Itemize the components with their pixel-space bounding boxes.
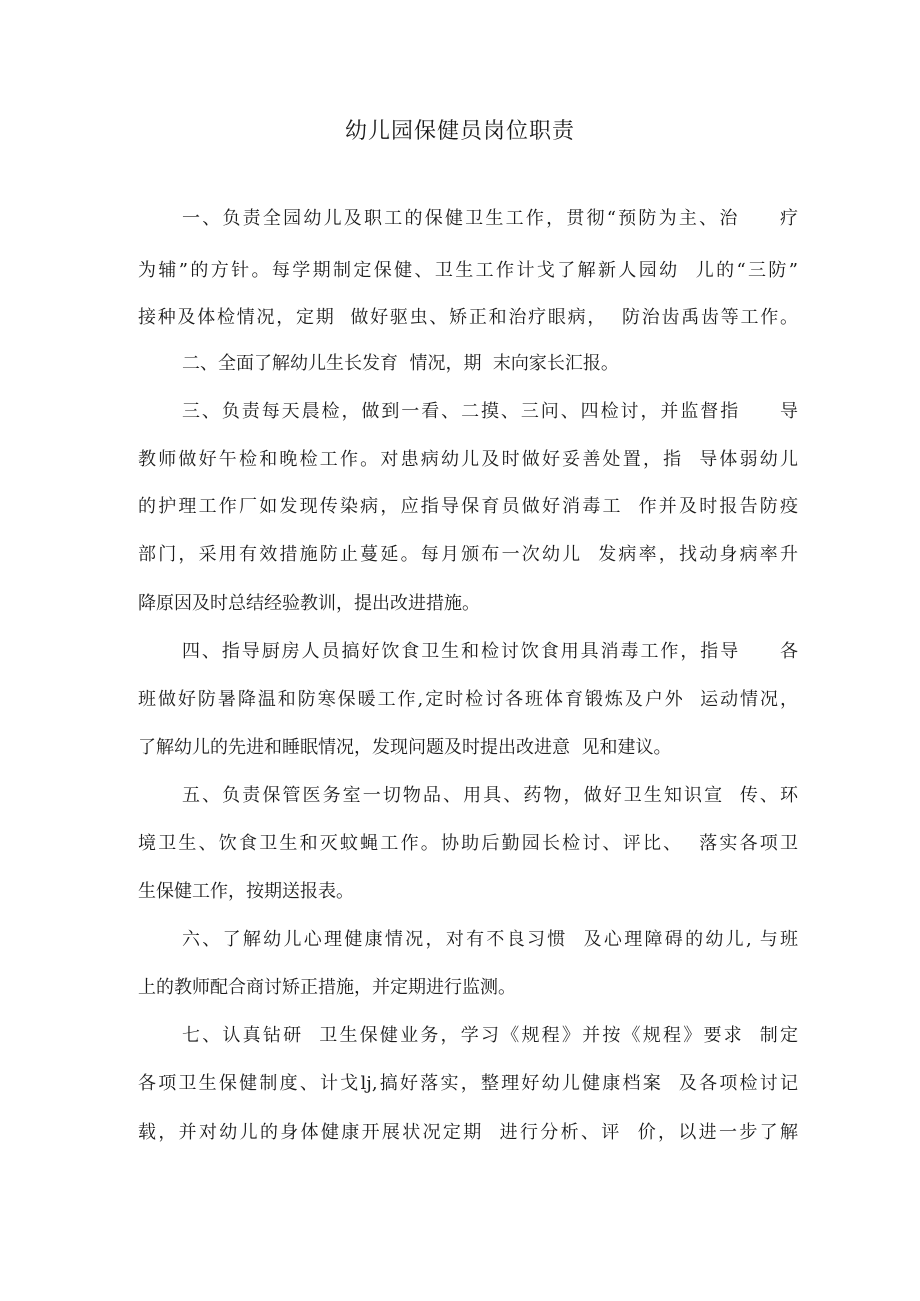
text-line: 的护理工作厂如发现传染病，应指导保育员做好消毒工 作并及时报告防疫: [138, 496, 798, 517]
text-line: 班做好防暑降温和防寒保暖工作,定时检讨各班体育锻炼及户外 运动情况，: [138, 689, 798, 710]
text-line: 五、负责保管医务室一切物品、用具、药物，做好卫生知识宣 传、环: [182, 785, 798, 806]
text-line: 载，并对幼儿的身体健康开展状况定期 进行分析、评 价，以进一步了解: [138, 1122, 798, 1143]
text-line: 三、负责每天晨检，做到一看、二摸、三问、四检讨，并监督指 导: [182, 401, 798, 422]
text-line: 生保健工作，按期送报表。: [138, 881, 354, 902]
text-line: 上的教师配合商讨矫正措施，并定期进行监测。: [138, 977, 516, 998]
text-line: 教师做好午检和晚检工作。对患病幼儿及时做好妥善处置，指 导体弱幼儿: [138, 449, 798, 470]
text-line: 降原因及时总结经验教训，提出改进措施。: [138, 593, 480, 614]
text-line: 为辅”的方针。每学期制定保健、卫生工作计戈了解新人园幼 儿的“三防”: [138, 260, 798, 281]
text-line: 六、了解幼儿心理健康情况，对有不良习惯 及心理障碍的幼儿, 与班: [182, 929, 798, 950]
text-line: 四、指导厨房人员搞好饮食卫生和检讨饮食用具消毒工作，指导 各: [182, 641, 798, 662]
text-line: 七、认真钻研 卫生保健业务，学习《规程》并按《规程》要求 制定: [182, 1025, 798, 1046]
text-line: 境卫生、饮食卫生和灭蚊蝇工作。协助后勤园长检讨、评比、 落实各项卫: [138, 833, 798, 854]
text-line: 部门，采用有效措施防止蔓延。每月颁布一次幼儿 发病率，找动身病率升: [138, 544, 798, 565]
text-line: 二、全面了解幼儿生长发育 情况，期 末向家长汇报。: [182, 353, 619, 374]
text-line: 各项卫生保健制度、计戈lj,搞好落实，整理好幼儿健康档案 及各项检讨记: [138, 1073, 798, 1094]
text-line: 接种及体检情况，定期 做好驱虫、矫正和治疗眼病， 防治齿禹齿等工作。: [138, 307, 798, 328]
page-title: 幼儿园保健员岗位职责: [344, 119, 575, 144]
text-line: 一、负责全园幼儿及职工的保健卫生工作，贯彻“预防为主、治 疗: [182, 208, 798, 229]
text-line: 了解幼儿的先进和睡眠情况，发现问题及时提出改进意 见和建议。: [138, 737, 672, 758]
